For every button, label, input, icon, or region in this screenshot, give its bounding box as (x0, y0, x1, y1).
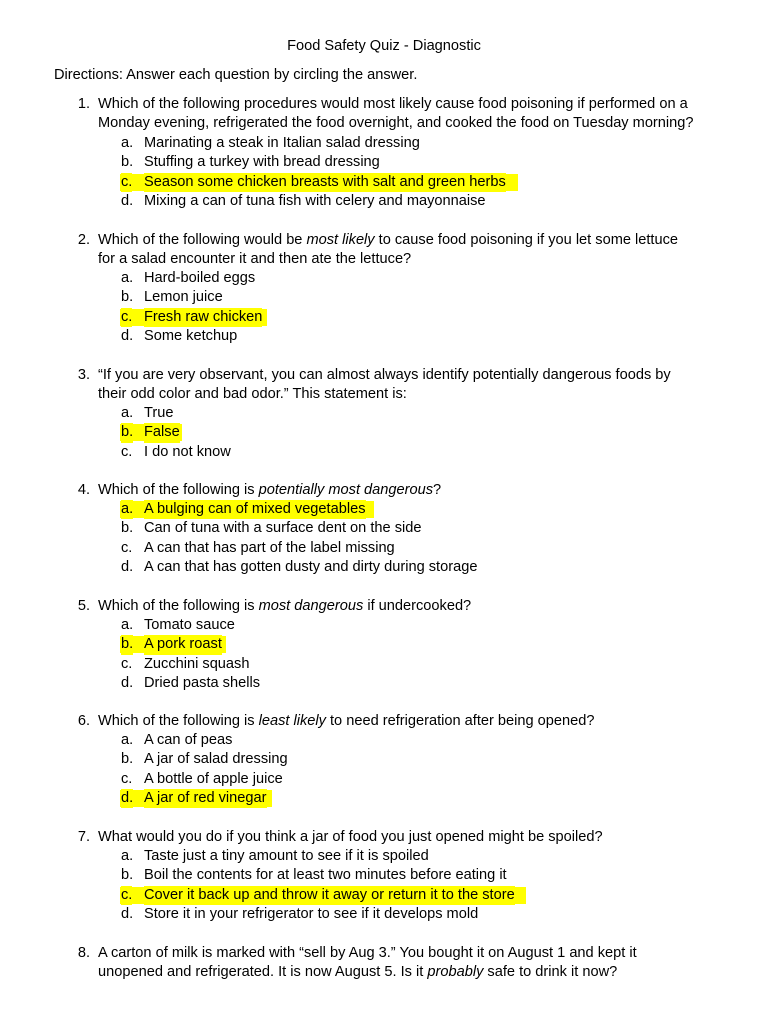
option-text: Fresh raw chicken (144, 308, 262, 327)
option-text: Some ketchup (144, 327, 238, 344)
option-letter: d. (121, 674, 134, 691)
option-text: A jar of salad dressing (144, 751, 288, 768)
text-part: to need refrigeration after being opened? (325, 713, 595, 729)
option-text: A bottle of apple juice (144, 770, 283, 787)
option-text: Mixing a can of tuna fish with celery and mayonnaise (144, 192, 486, 209)
option-letter: a. (121, 405, 134, 421)
option-letter: c. (121, 770, 133, 787)
emphasis-text: least likely (258, 713, 326, 729)
question-number: 8. (77, 945, 90, 961)
question-number: 3. (77, 367, 90, 383)
option-letter: c. (121, 886, 132, 905)
page-title: Food Safety Quiz - Diagnostic (287, 38, 481, 54)
option-text: True (144, 405, 174, 421)
text-part: safe to drink it now? (483, 964, 618, 980)
question-text-line: “If you are very observant, you can almost always identify potentially dangerous foods by (98, 367, 671, 383)
option-letter: b. (121, 751, 134, 768)
option-letter: b. (121, 423, 133, 442)
question-text-line (98, 597, 728, 616)
option-letter: b. (121, 154, 134, 171)
option-text: Tomato sauce (144, 617, 235, 633)
option-letter: a. (121, 270, 134, 286)
emphasis-text: probably (427, 964, 484, 980)
option-letter: b. (121, 867, 134, 884)
question-text-line: for a salad encounter it and then ate the lettuce? (98, 251, 412, 267)
question-text-line: their odd color and bad odor.” This statement is: (98, 386, 407, 402)
option-letter: a. (121, 500, 133, 519)
option-text: I do not know (144, 443, 231, 460)
option-letter: d. (121, 558, 134, 575)
option-letter: b. (121, 520, 134, 537)
question-number: 6. (77, 713, 90, 729)
option-text: Season some chicken breasts with salt and green herbs (144, 173, 506, 192)
option-letter: c. (121, 655, 133, 672)
question-number: 4. (77, 482, 90, 498)
emphasis-text: most dangerous (258, 598, 364, 614)
option-text: Store it in your refrigerator to see if it develops mold (144, 905, 479, 922)
option-letter: c. (121, 539, 133, 556)
option-letter: d. (121, 327, 134, 344)
option-letter: a. (121, 617, 134, 633)
option-text: False (144, 423, 180, 442)
option-letter: c. (121, 173, 132, 192)
question-text-line (98, 231, 728, 250)
question-text-line: Which of the following procedures would most likely cause food poisoning if performed on a (98, 96, 688, 112)
text-part: unopened and refrigerated. It is now August 5. Is it (98, 964, 428, 980)
question-text-line: A carton of milk is marked with “sell by Aug 3.” You bought it on August 1 and kept it (98, 945, 637, 961)
text-part: ? (433, 482, 442, 498)
text-part: Which of the following is (98, 482, 259, 498)
option-letter: b. (121, 635, 133, 654)
question-text-line: What would you do if you think a jar of food you just opened might be spoiled? (98, 829, 603, 845)
option-text: Marinating a steak in Italian salad dressing (144, 135, 420, 151)
question-text-line (98, 963, 728, 982)
option-text: Boil the contents for at least two minutes before eating it (144, 867, 507, 884)
option-text: Taste just a tiny amount to see if it is spoiled (144, 848, 429, 864)
text-part: Which of the following is (98, 598, 259, 614)
question-text-line (98, 481, 728, 500)
emphasis-text: potentially most dangerous (258, 482, 434, 498)
option-letter: c. (121, 308, 132, 327)
question-number: 1. (77, 96, 90, 112)
question-text-line: Monday evening, refrigerated the food overnight, and cooked the food on Tuesday morning? (98, 115, 694, 131)
question-number: 2. (77, 232, 90, 248)
option-text: A bulging can of mixed vegetables (144, 500, 366, 519)
option-text: Zucchini squash (144, 655, 250, 672)
text-part: if undercooked? (363, 598, 472, 614)
option-text: A can that has part of the label missing (144, 539, 395, 556)
text-part: Which of the following would be (98, 232, 307, 248)
option-letter: d. (121, 905, 134, 922)
option-letter: a. (121, 732, 134, 748)
emphasis-text: most likely (306, 232, 375, 248)
option-text: Stuffing a turkey with bread dressing (144, 154, 380, 171)
option-text: Lemon juice (144, 289, 223, 306)
option-text: A pork roast (144, 635, 222, 654)
option-letter: d. (121, 789, 133, 808)
directions-text: Directions: Answer each question by circling the answer. (54, 67, 418, 83)
option-text: Dried pasta shells (144, 674, 260, 691)
option-letter: d. (121, 192, 134, 209)
text-part: Which of the following is (98, 713, 259, 729)
option-text: Can of tuna with a surface dent on the side (144, 520, 422, 537)
question-text-line (98, 712, 728, 731)
option-text: A can that has gotten dusty and dirty during storage (144, 558, 478, 575)
question-number: 7. (77, 829, 90, 845)
option-text: Hard-boiled eggs (144, 270, 256, 286)
option-letter: a. (121, 848, 134, 864)
option-text: A can of peas (144, 732, 233, 748)
option-letter: c. (121, 443, 133, 460)
option-text: A jar of red vinegar (144, 789, 267, 808)
option-text: Cover it back up and throw it away or return it to the store (144, 886, 515, 905)
text-part: to cause food poisoning if you let some lettuce (374, 232, 679, 248)
option-letter: b. (121, 289, 134, 306)
option-letter: a. (121, 135, 134, 151)
question-number: 5. (77, 598, 90, 614)
